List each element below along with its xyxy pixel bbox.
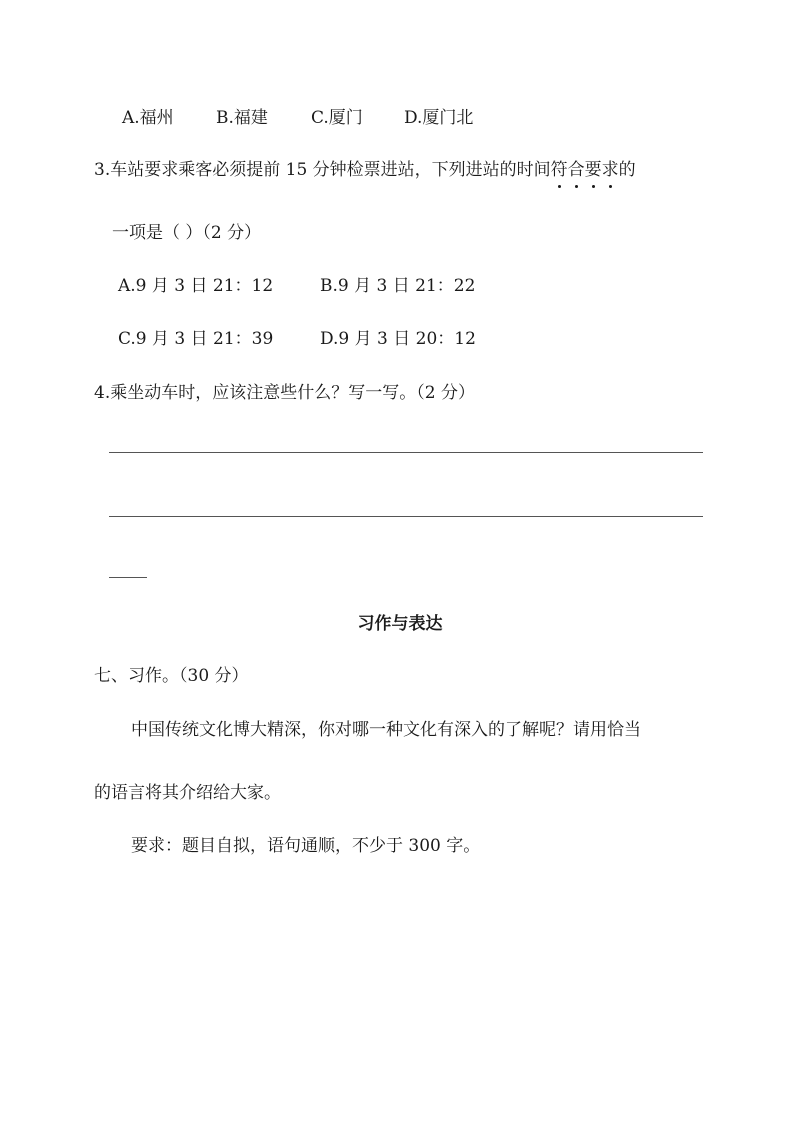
q3-question-line1 (94, 158, 636, 182)
q2-option-b: B.福建 (216, 108, 268, 128)
q4-question: 4.乘坐动车时，应该注意些什么？写一写。（2 分） (94, 383, 475, 403)
q4-answer-line-2[interactable] (109, 516, 703, 517)
q2-option-c: C.厦门 (311, 108, 363, 128)
q3-option-c: C.9 月 3 日 21：39 (118, 329, 274, 349)
q3-text-start: 3.车站要求乘客必须提前 15 分钟检票进站，下列进站的时间 (94, 160, 551, 180)
q3-emph-char-3: 要 (584, 160, 602, 180)
q2-option-d: D.厦门北 (404, 108, 474, 128)
q4-answer-line-1[interactable] (109, 452, 703, 453)
q2-option-a: A.福州 (122, 108, 174, 128)
q3-emph-char-1: 符 (550, 160, 568, 180)
q3-option-b: B.9 月 3 日 21：22 (320, 276, 476, 296)
q7-prompt-line1: 中国传统文化博大精深，你对哪一种文化有深入的了解呢？请用恰当 (131, 720, 641, 740)
q7-heading: 七、习作。（30 分） (94, 666, 249, 686)
q3-text-end: 的 (618, 160, 636, 180)
section-title: 习作与表达 (357, 614, 443, 634)
q7-requirement: 要求：题目自拟，语句通顺，不少于 300 字。 (131, 836, 481, 856)
q3-emph-char-4: 求 (601, 160, 619, 180)
q7-prompt-line2: 的语言将其介绍给大家。 (94, 783, 281, 803)
q3-option-d: D.9 月 3 日 20：12 (320, 329, 476, 349)
q4-answer-line-3[interactable] (109, 577, 147, 578)
q3-option-a: A.9 月 3 日 21：12 (118, 276, 274, 296)
q3-emph-char-2: 合 (567, 160, 585, 180)
q3-question-line2: 一项是（ ）（2 分） (112, 223, 262, 243)
